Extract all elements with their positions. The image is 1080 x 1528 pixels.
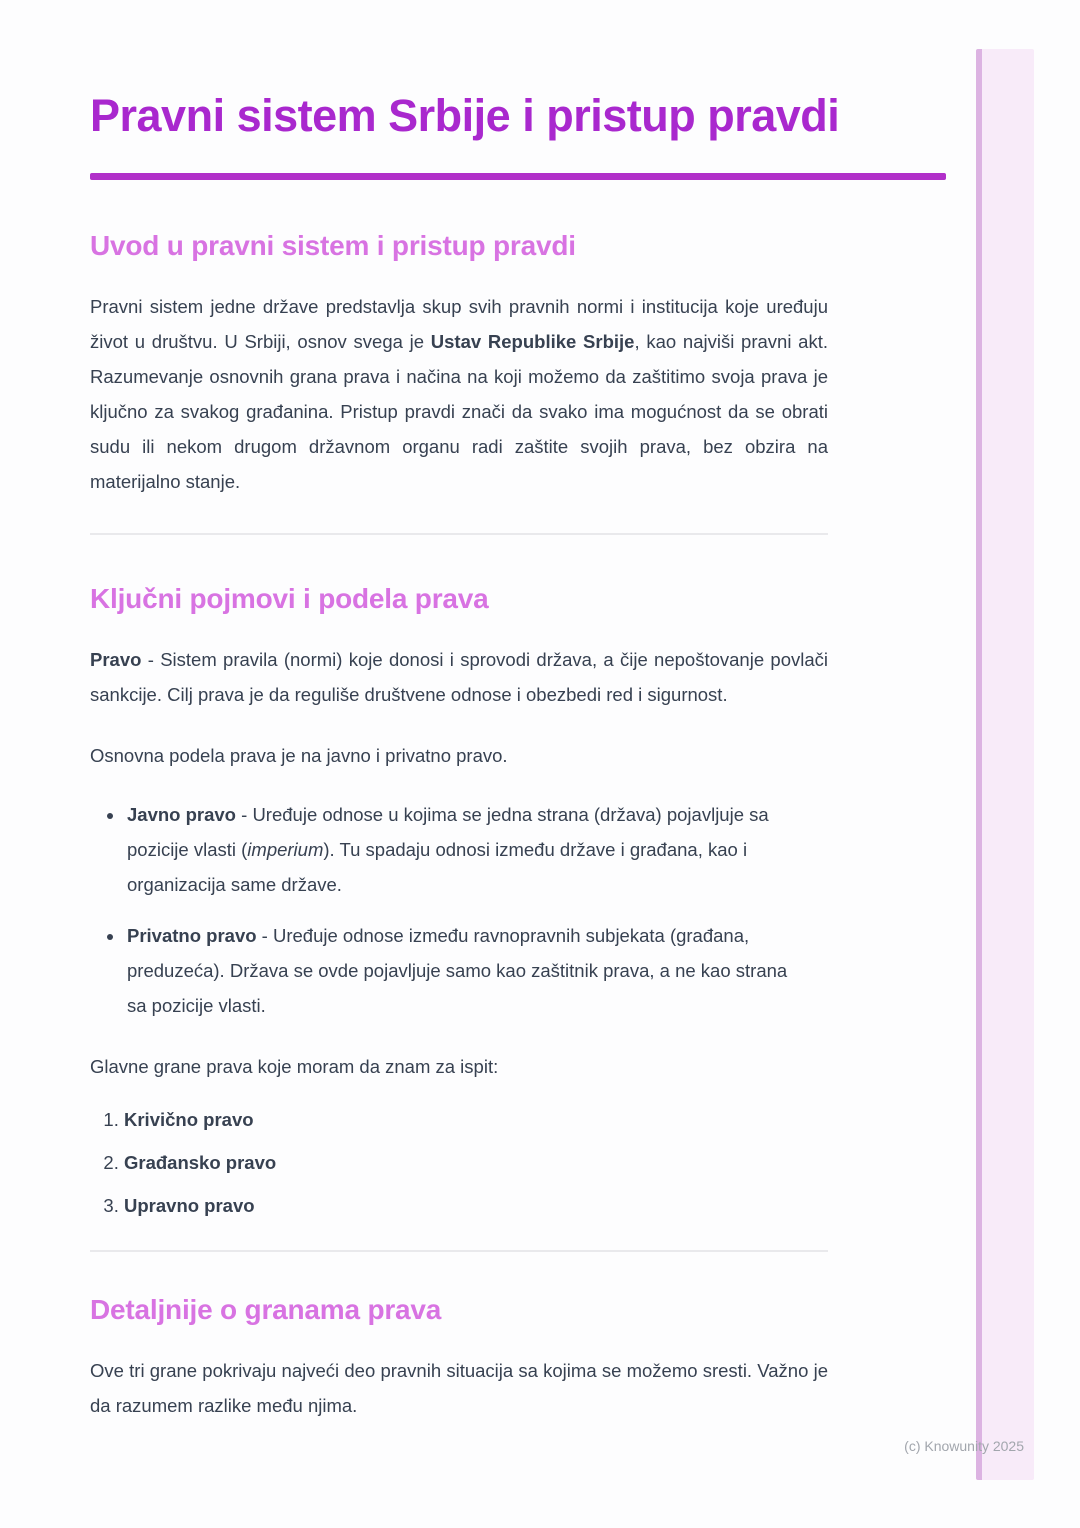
numbered-list-grane-prava [90, 1102, 950, 1224]
section-divider-2 [90, 1250, 828, 1252]
page-title: Pravni sistem Srbije i pristup pravdi [90, 90, 840, 141]
watermark-copyright: (c) Knowunity 2025 [904, 1438, 1024, 1454]
list-item-upravno-pravo [124, 1188, 950, 1224]
paragraph-uvod: Pravni sistem jedne države predstavlja skup svih pravnih normi i institucija koje uređuju život u društvu. U Srbiji, osnov svega je Ustav Republike Srbije, kao najviši pravni akt. Razumevanje osnovnih grana prava i načina na koji možemo da zaštitimo svoja prava je ključno za svakog građanina. Pristup pravdi znači da svako ima mogućnost da se obrati sudu ili nekom drugom državnom organu radi zaštite svojih prava, bez obzira na materijalno stanje. [90, 295, 828, 492]
section-divider-1 [90, 533, 828, 535]
section-heading-kljucni-pojmovi: Ključni pojmovi i podela prava [90, 582, 489, 614]
list-item-privatno-pravo: • Privatno pravo - Uređuje odnose između ravnopravnih subjekata (građana, preduzeća). Država se ovde pojavljuje samo kao zaštitnik prava, a ne kao strana sa pozicije vlasti. [125, 918, 810, 1023]
list-item-gradjansko-pravo [124, 1145, 950, 1181]
document-content [90, 0, 950, 1423]
paragraph-osnovna-podela: Osnovna podela prava je na javno i privatno pravo. [90, 744, 508, 766]
bullet-list-podela-prava [90, 797, 810, 1023]
section-uvod [90, 228, 950, 499]
list-item-krivicno-pravo [124, 1102, 950, 1138]
branch-name: Građansko pravo [124, 1151, 277, 1173]
page-edge-accent-bar [976, 49, 1034, 1480]
section-kljucni-pojmovi [90, 581, 950, 1224]
section-heading-uvod: Uvod u pravni sistem i pristup pravdi [90, 229, 576, 261]
paragraph-detaljnije-intro: Ove tri grane pokrivaju najveći deo pravnih situacija sa kojima se možemo sresti. Važno je da razumem razlike među njima. [90, 1359, 828, 1416]
paragraph-glavne-grane: Glavne grane prava koje moram da znam za ispit: [90, 1055, 499, 1077]
branch-name: Upravno pravo [124, 1194, 255, 1216]
section-heading-detaljnije: Detaljnije o granama prava [90, 1293, 442, 1325]
title-underline-rule [90, 173, 946, 180]
section-detaljnije [90, 1292, 950, 1423]
paragraph-pravo-definicija: Pravo - Sistem pravila (normi) koje donosi i sprovodi država, a čije nepoštovanje povlači sankcije. Cilj prava je da reguliše društvene odnose i obezbedi red i sigurnost. [90, 648, 828, 705]
branch-name: Krivično pravo [124, 1108, 254, 1130]
list-item-javno-pravo: • Javno pravo - Uređuje odnose u kojima se jedna strana (država) pojavljuje sa pozicije vlasti (imperium). Tu spadaju odnosi između države i građana, kao i organizacija same države. [125, 797, 810, 902]
